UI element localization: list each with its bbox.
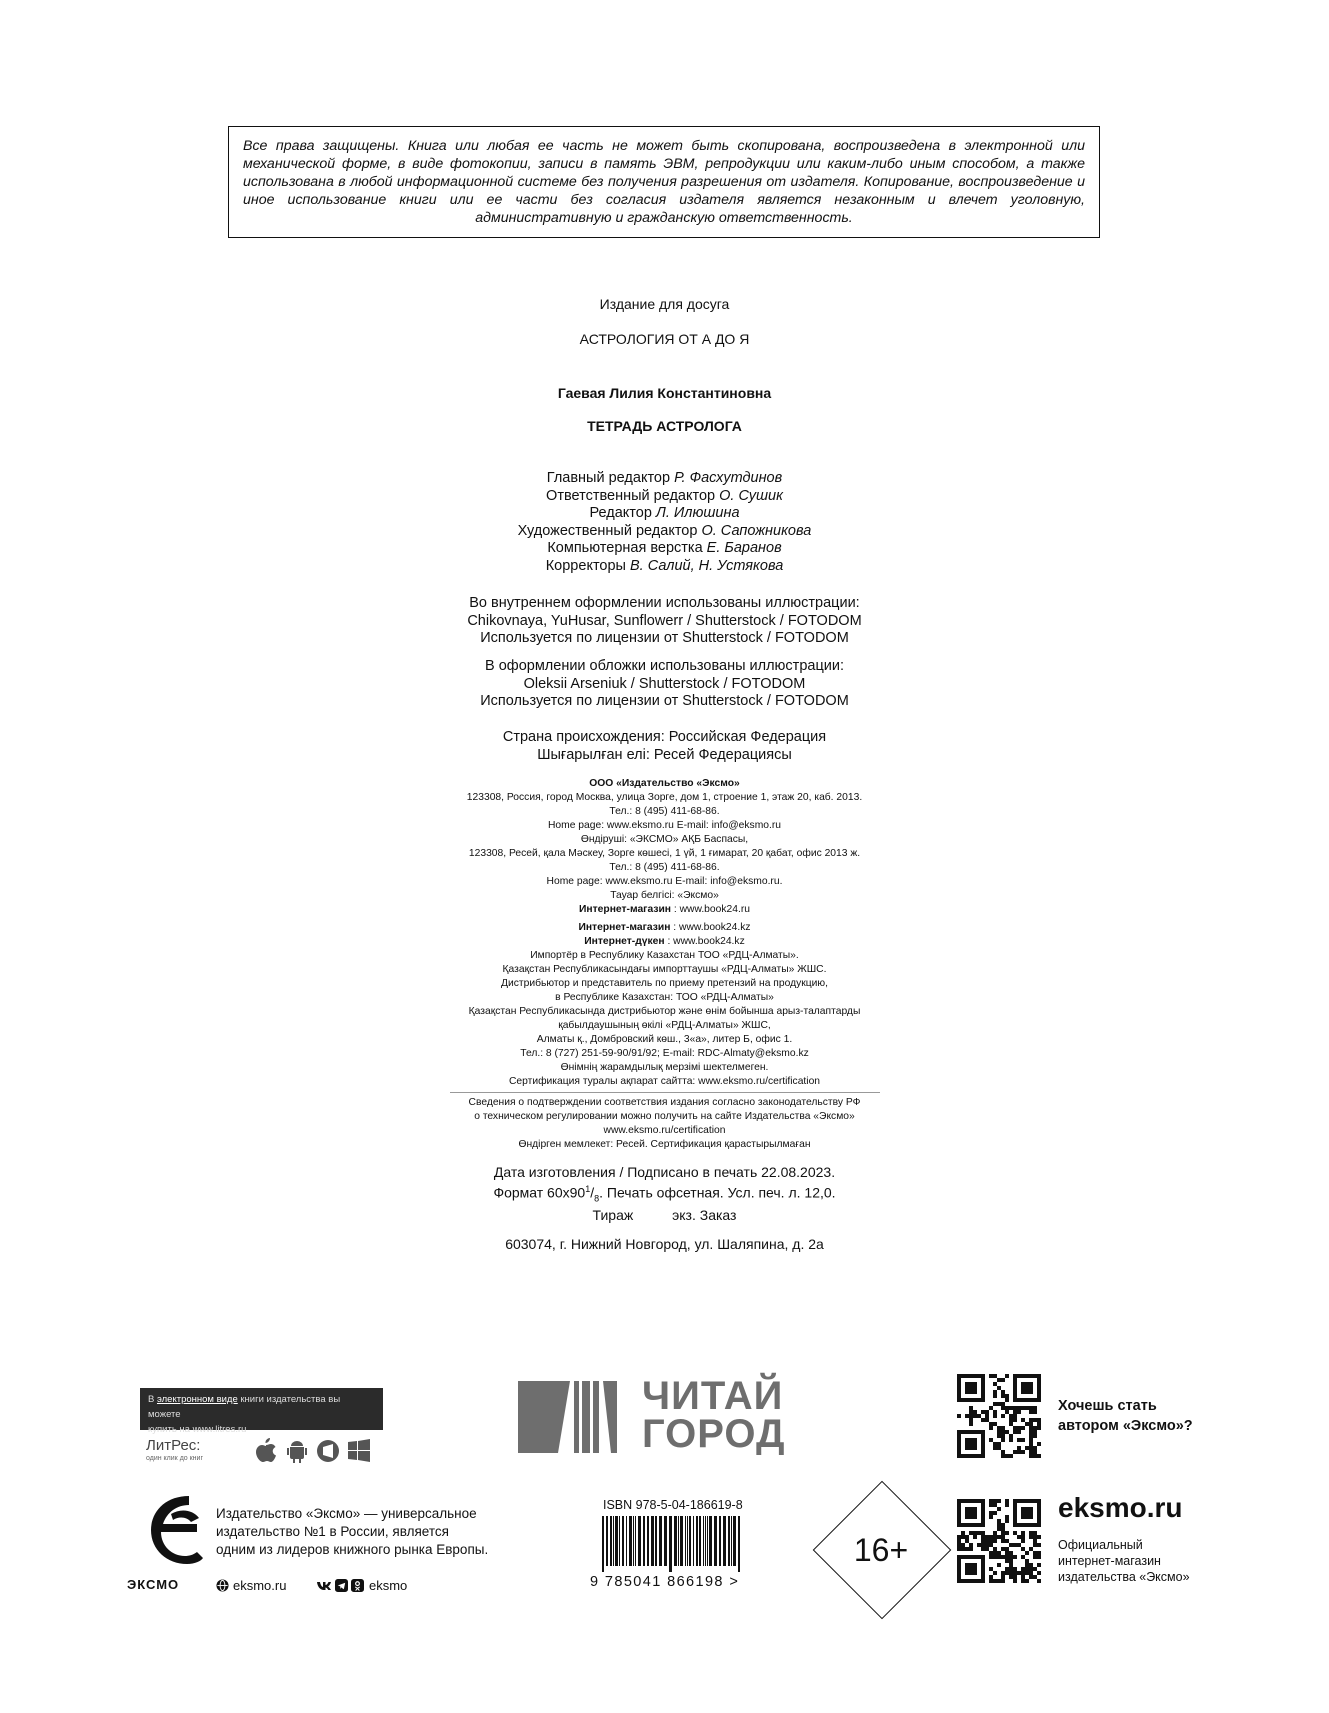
credit-line: Ответственный редактор О. Сушик bbox=[546, 487, 783, 504]
publisher-name: ООО «Издательство «Эксмо» bbox=[589, 778, 740, 789]
app-store-icons bbox=[254, 1438, 371, 1464]
eksmo-about: Издательство «Эксмо» — универсальное издательство №1 в России, является одним из лидеров книжного рынка Европы. bbox=[216, 1506, 489, 1557]
chitai-gorod-stripes bbox=[583, 1381, 619, 1453]
windows-phone-icon bbox=[316, 1438, 340, 1464]
credits-block bbox=[0, 470, 1329, 575]
isbn: ISBN 978-5-04-186619-8 bbox=[603, 1498, 743, 1512]
publisher-block: ООО «Издательство «Эксмо» 123308, Россия, город Москва, улица Зорге, дом 1, строение 1, этаж 20, каб. 2013. Тел.: 8 (495) 411-68-86. Home page: www.eksmo.ru E-mail: info@eksmo.ru Өндіруші: «ЭКСМО» АҚБ Баспасы, 123308, Ресей, қала Мәскеу, Зорге көшесі, 1 үй, 1 ғимарат, 20 қабат, офис 2013 ж. Тел.: 8 (495) 411-68-86. Home page: www.eksmo.ru E-mail: info@eksmo.ru. Тауар белгісі: «Эксмо» Интернет-магазин : www.book24.ru Интернет-магазин : www.book24.kz Интернет-дүкен : www.book24.kz Импортёр в Республику Казахстан ТОО «РДЦ-Алматы». Қазақстан Республикасындағы импорттаушы «РДЦ-Алматы» ЖШС. Дистрибьютор и представитель по приему претензий на продукцию, в Республике Казахстан: ТОО «РДЦ-Алматы» Қазақстан Республикасында дистрибьютор және өнім бойынша арыз-талаптарды қабылдаушының өкілі «РДЦ-Алматы» ЖШС, Алматы қ., Домбровский көш., 3«а», литер Б, офис 1. Тел.: 8 (727) 251-59-90/91/92; E-mail: RDC-Almaty@eksmo.kz Өнімнің жарамдылық мерзімі шектелмеген. Сертификация туралы ақпарат сайтта: www.eksmo.ru/certification Сведения о подтверждении соответствия издания согласно законодательству РФ о техническом регулировании можно получить на сайте Издательства «Эксмо» www.eksmo.ru/certification Өндірген мемлекет: Ресей. Сертификация қарастырылмаған bbox=[0, 777, 1329, 1152]
eksmo-site-big[interactable]: eksmo.ru bbox=[1058, 1492, 1183, 1523]
edition-type: Издание для досуга bbox=[599, 296, 730, 312]
eksmo-site-desc: Официальный интернет-магазин издательства «Эксмо» bbox=[1058, 1538, 1190, 1584]
android-icon bbox=[285, 1438, 309, 1464]
book-title: ТЕТРАДЬ АСТРОЛОГА bbox=[587, 418, 742, 434]
credit-line: Корректоры В. Салий, Н. Устякова bbox=[545, 557, 784, 574]
series-name: АСТРОЛОГИЯ ОТ А ДО Я bbox=[579, 331, 750, 347]
telegram-icon bbox=[335, 1579, 348, 1592]
qr-code-author[interactable] bbox=[957, 1374, 1041, 1458]
chitai-gorod-logo-mark bbox=[518, 1381, 590, 1453]
eksmo-logo-icon bbox=[147, 1492, 205, 1568]
barcode-digits: 9 785041 866198 > bbox=[590, 1574, 740, 1590]
ok-icon bbox=[351, 1579, 364, 1592]
litres-logo: ЛитРес: bbox=[146, 1437, 201, 1454]
author-name: Гаевая Лилия Константиновна bbox=[557, 385, 772, 401]
print-info: Дата изготовления / Подписано в печать 22.08.2023. Формат $60х90^1/_8$. Печать офсетная. Усл. печ. л. 12,0. Тираж экз. Заказ bbox=[493, 1164, 836, 1224]
credit-line: Редактор Л. Илюшина bbox=[589, 505, 740, 521]
credit-line: Главный редактор Р. Фасхутдинов bbox=[546, 470, 783, 486]
chitai-gorod-wordmark: ЧИТАЙ ГОРОД bbox=[642, 1374, 786, 1456]
origin-country: Страна происхождения: Российская Федерация Шығарылған елі: Ресей Федерациясы bbox=[502, 729, 827, 763]
inner-illustrations: Во внутреннем оформлении использованы иллюстрации: Chikovnaya, YuHusar, Sunflowerr / Shutterstock / FOTODOM Используется по лицензии от Shutterstock / FOTODOM bbox=[467, 595, 862, 646]
eksmo-brand: ЭКСМО bbox=[127, 1577, 180, 1592]
author-cta: Хочешь стать автором «Эксмо»? bbox=[1058, 1398, 1193, 1434]
age-rating: 16+ bbox=[853, 1532, 909, 1568]
apple-icon bbox=[254, 1438, 278, 1464]
eksmo-web-link[interactable]: eksmo.ru bbox=[216, 1578, 286, 1593]
eksmo-social-links[interactable]: eksmo bbox=[317, 1578, 407, 1593]
credit-line: Компьютерная верстка Е. Баранов bbox=[547, 540, 782, 556]
windows-icon bbox=[347, 1438, 371, 1464]
printer-address: 603074, г. Нижний Новгород, ул. Шаляпина, д. 2а bbox=[505, 1236, 824, 1252]
barcode bbox=[600, 1516, 746, 1572]
globe-icon bbox=[216, 1579, 229, 1592]
vk-icon bbox=[317, 1580, 332, 1592]
qr-code-eksmo[interactable] bbox=[957, 1499, 1041, 1583]
litres-banner[interactable]: В электронном виде книги издательства вы можете купить на www.litres.ru bbox=[140, 1388, 383, 1430]
litres-tagline: один клик до книг bbox=[146, 1455, 204, 1462]
copyright-notice: Все права защищены. Книга или любая ее часть не может быть скопирована, воспроизведена в электронной или механической форме, в виде фотокопии, записи в память ЭВМ, репродукции или каким-либо иным способом, а также использована в любой информационной системе без получения разрешения от издателя. Копирование, воспроизведение и иное использование книги или ее части без согласия издателя является незаконным и влечет уголовную, административную и гражданскую ответственность. bbox=[228, 126, 1100, 238]
cover-illustrations: В оформлении обложки использованы иллюстрации: Oleksii Arseniuk / Shutterstock / FOTODOM Используется по лицензии от Shutterstock / FOTODOM bbox=[480, 658, 849, 709]
credit-line: Художественный редактор О. Сапожникова bbox=[517, 522, 812, 539]
